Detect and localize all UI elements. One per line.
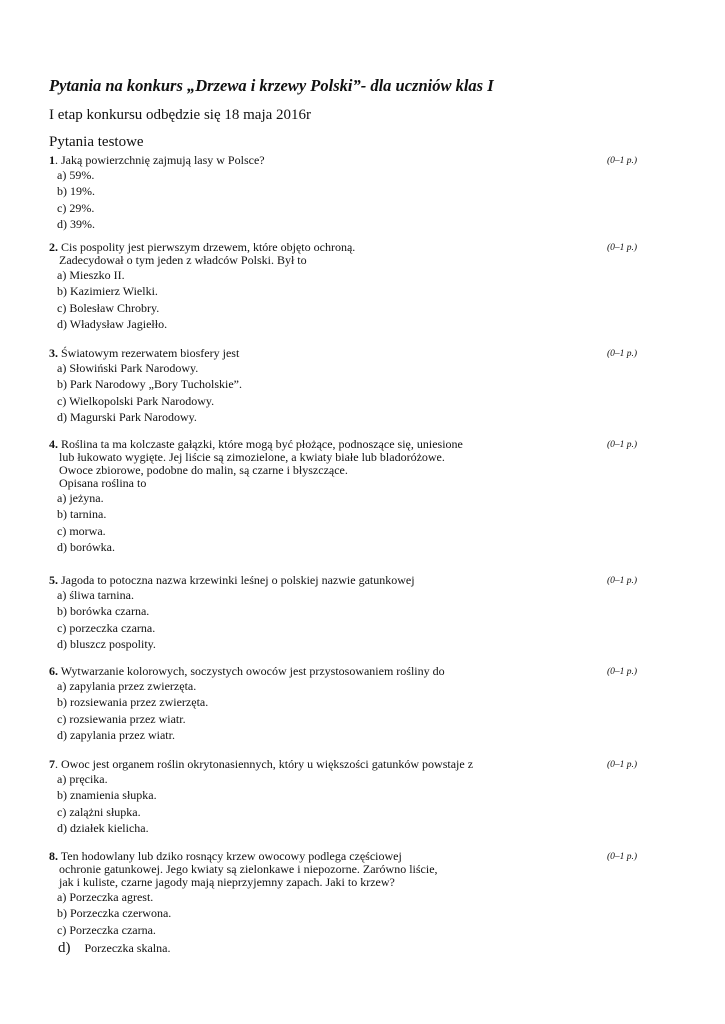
question-text: . Owoc jest organem roślin okrytonasiennych, który u większości gatunków powstaje z xyxy=(55,757,474,771)
question-stem xyxy=(49,347,725,360)
question-2 xyxy=(49,241,725,332)
question-number: 6. xyxy=(49,664,58,678)
question-1 xyxy=(49,154,725,232)
answer-option-d xyxy=(49,938,725,958)
question-text-continuation: Owoce zbiorowe, podobne do malin, są czarne i błyszczące. xyxy=(59,463,348,477)
answer-option-b: b) borówka czarna. xyxy=(57,604,150,619)
question-6 xyxy=(49,665,725,743)
question-text: Roślina ta ma kolczaste gałązki, które mogą być płożące, podnoszące się, uniesione xyxy=(58,437,463,451)
question-text-continuation: ochronie gatunkowej. Jego kwiaty są zielonkawe i niepozorne. Zarówno liście, xyxy=(59,862,438,876)
question-text-continuation: jak i kuliste, czarne jagody mają nieprzyjemny zapach. Jaki to krzew? xyxy=(59,875,395,889)
answer-option-a: a) Mieszko II. xyxy=(57,268,125,282)
points-label: (0–1 p.) xyxy=(607,667,638,677)
answer-option-d: d) działek kielicha. xyxy=(57,820,149,835)
answer-option-a: a) 59%. xyxy=(57,168,95,182)
answer-option-a: a) pręcika. xyxy=(57,772,108,786)
answer-option-d: d) 39%. xyxy=(57,216,95,231)
answer-option-a: a) jeżyna. xyxy=(57,491,104,505)
page-subtitle: I etap konkursu odbędzie się 18 maja 2016r xyxy=(49,107,312,123)
question-text-continuation: lub łukowato wygięte. Jej liście są zimozielone, a kwiaty białe lub bladoróżowe. xyxy=(59,450,445,464)
answer-option-letter: d) xyxy=(58,939,71,956)
question-stem xyxy=(49,665,725,678)
question-8 xyxy=(49,850,725,958)
answer-option-c: c) Bolesław Chrobry. xyxy=(57,300,160,315)
question-number: 5. xyxy=(49,573,58,587)
answer-option-c: c) Porzeczka czarna. xyxy=(57,922,156,937)
question-7 xyxy=(49,758,725,836)
answer-option-b: b) 19%. xyxy=(57,184,95,199)
question-3 xyxy=(49,347,725,425)
answer-option-d: d) Magurski Park Narodowy. xyxy=(57,409,197,424)
answer-option-c: c) Wielkopolski Park Narodowy. xyxy=(57,393,215,408)
question-text-continuation: Zadecydował o tym jeden z władców Polski. Był to xyxy=(59,253,307,267)
question-text: . Jaką powierzchnię zajmują lasy w Polsce? xyxy=(55,153,265,167)
answer-option-d: d) Władysław Jagiełło. xyxy=(57,316,168,331)
section-heading: Pytania testowe xyxy=(49,134,144,150)
answer-option-d: d) bluszcz pospolity. xyxy=(57,636,156,651)
question-stem xyxy=(49,241,725,254)
question-text: Ten hodowlany lub dziko rosnący krzew owocowy podlega częściowej xyxy=(58,849,402,863)
question-stem xyxy=(49,154,725,167)
question-stem xyxy=(49,438,725,451)
question-4 xyxy=(49,438,725,555)
answer-option-a: a) śliwa tarnina. xyxy=(57,588,134,602)
question-number: 2. xyxy=(49,240,58,254)
points-label: (0–1 p.) xyxy=(607,852,638,862)
answer-option-text: Porzeczka skalna. xyxy=(84,940,171,955)
question-text-continuation: Opisana roślina to xyxy=(59,476,147,490)
question-text: Wytwarzanie kolorowych, soczystych owoców jest przystosowaniem rośliny do xyxy=(58,664,445,678)
points-label: (0–1 p.) xyxy=(607,349,638,359)
points-label: (0–1 p.) xyxy=(607,576,638,586)
question-number: 4. xyxy=(49,437,58,451)
answer-option-d: d) borówka. xyxy=(57,539,115,554)
question-number: 7 xyxy=(49,757,55,771)
answer-option-b: b) Porzeczka czerwona. xyxy=(57,906,172,921)
answer-option-a: a) zapylania przez zwierzęta. xyxy=(57,679,197,693)
answer-option-b: b) rozsiewania przez zwierzęta. xyxy=(57,695,209,710)
points-label: (0–1 p.) xyxy=(607,760,638,770)
answer-option-b: b) Park Narodowy „Bory Tucholskie”. xyxy=(57,377,242,392)
answer-option-b: b) znamienia słupka. xyxy=(57,788,157,803)
question-text: Światowym rezerwatem biosfery jest xyxy=(58,346,240,360)
answer-option-d: d) zapylania przez wiatr. xyxy=(57,727,175,742)
answer-option-b: b) tarnina. xyxy=(57,507,107,522)
question-stem xyxy=(49,574,725,587)
answer-option-c: c) porzeczka czarna. xyxy=(57,620,156,635)
answer-option-c: c) rozsiewania przez wiatr. xyxy=(57,711,186,726)
question-number: 3. xyxy=(49,346,58,360)
answer-option-c: c) 29%. xyxy=(57,200,95,215)
points-label: (0–1 p.) xyxy=(607,440,638,450)
question-number: 8. xyxy=(49,849,58,863)
points-label: (0–1 p.) xyxy=(607,243,638,253)
page-title: Pytania na konkurs „Drzewa i krzewy Polski”- dla uczniów klas I xyxy=(49,76,494,95)
answer-option-a: a) Porzeczka agrest. xyxy=(57,890,154,904)
answer-option-c: c) morwa. xyxy=(57,523,106,538)
question-text: Jagoda to potoczna nazwa krzewinki leśnej o polskiej nazwie gatunkowej xyxy=(58,573,415,587)
question-stem xyxy=(49,850,725,863)
question-number: 1 xyxy=(49,153,55,167)
question-stem xyxy=(49,758,725,771)
answer-option-c: c) zalążni słupka. xyxy=(57,804,141,819)
answer-option-b: b) Kazimierz Wielki. xyxy=(57,284,158,299)
answer-option-a: a) Słowiński Park Narodowy. xyxy=(57,361,199,375)
question-5 xyxy=(49,574,725,652)
points-label: (0–1 p.) xyxy=(607,156,638,166)
question-text: Cis pospolity jest pierwszym drzewem, które objęto ochroną. xyxy=(58,240,356,254)
